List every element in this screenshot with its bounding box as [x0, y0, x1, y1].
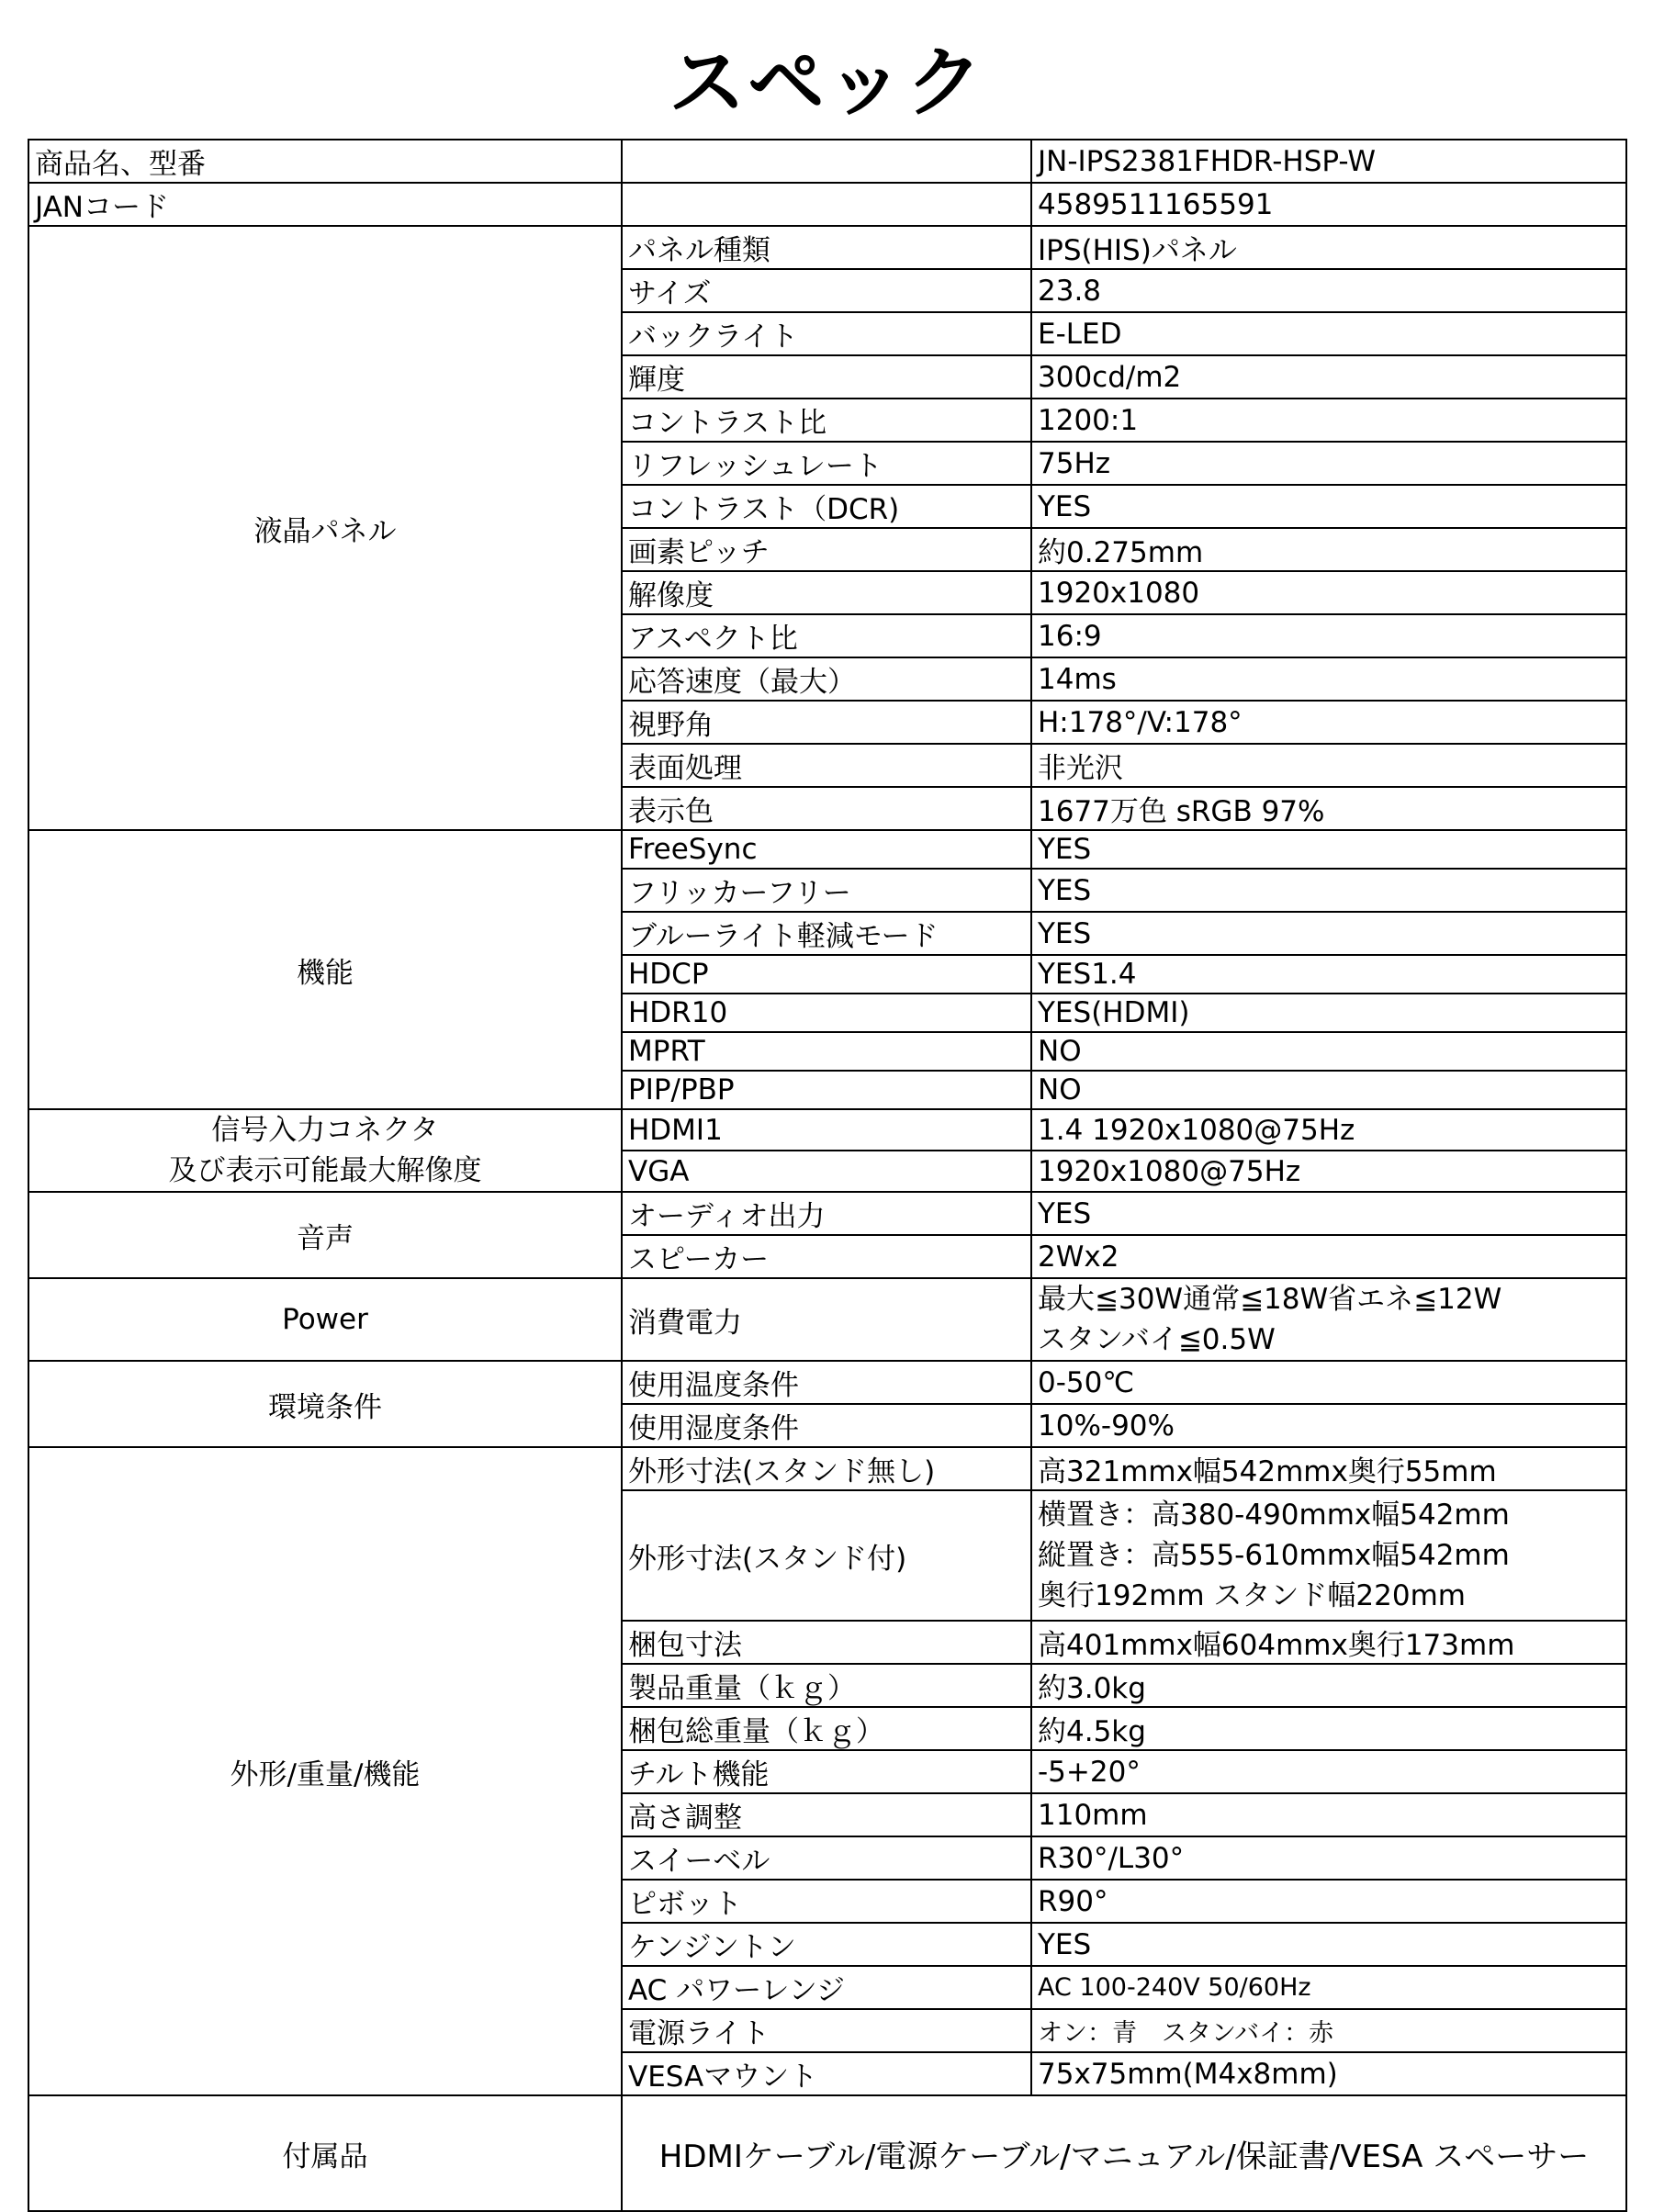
table-row-jan: [28, 183, 1626, 226]
spec-label: チルト機能: [622, 1750, 1031, 1793]
spec-value-line: NO: [1038, 1073, 1082, 1106]
spec-value-line: 300cd/m2: [1038, 360, 1182, 394]
spec-label: 使用湿度条件: [622, 1404, 1031, 1447]
spec-value-line: YES: [1038, 489, 1092, 523]
spec-value-line: 23.8: [1038, 274, 1102, 308]
jan-value: 4589511165591: [1031, 183, 1626, 226]
spec-value-line: 75Hz: [1038, 446, 1111, 480]
spec-value: [1031, 1151, 1626, 1192]
table-row: [28, 1278, 1626, 1361]
spec-value: [1031, 1447, 1626, 1490]
category-cell: [28, 1361, 622, 1447]
spec-label: VESAマウント: [622, 2052, 1031, 2095]
spec-value-line: 110mm: [1038, 1798, 1148, 1832]
spec-label: 高さ調整: [622, 1793, 1031, 1836]
spec-value-line: YES: [1038, 1927, 1092, 1961]
spec-value: [1031, 1278, 1626, 1361]
spec-label: 外形寸法(スタンド付): [622, 1490, 1031, 1621]
spec-value-line: 0-50℃: [1038, 1365, 1135, 1399]
spec-value-line: YES: [1038, 833, 1092, 866]
spec-value: [1031, 399, 1626, 442]
category-label: 液晶パネル: [253, 514, 397, 548]
spec-value: [1031, 1966, 1626, 2009]
table-row: [28, 1447, 1626, 1490]
spec-label: スイーベル: [622, 1836, 1031, 1880]
spec-value-line: オン：青 スタンバイ：赤: [1038, 2019, 1334, 2048]
spec-value-line: 最大≦30W通常≦18W省エネ≦12W: [1038, 1283, 1502, 1316]
spec-value: [1031, 1032, 1626, 1071]
spec-value-line: 1.4 1920x1080@75Hz: [1038, 1113, 1355, 1147]
category-label: 機能: [297, 956, 354, 990]
accessories-value: HDMIケーブル/電源ケーブル/マニュアル/保証書/VESA スペーサー: [622, 2095, 1626, 2211]
spec-value-line: 約4.5kg: [1038, 1715, 1146, 1748]
table-row-accessories: [28, 2095, 1626, 2211]
spec-value: [1031, 1235, 1626, 1278]
spec-label: PIP/PBP: [622, 1071, 1031, 1109]
spec-label: HDCP: [622, 955, 1031, 994]
spec-value-line: YES: [1038, 873, 1092, 907]
spec-label: リフレッシュレート: [622, 442, 1031, 485]
spec-value: [1031, 442, 1626, 485]
category-label: 信号入力コネクタ: [211, 1114, 439, 1147]
spec-value: [1031, 1923, 1626, 1966]
category-cell: [28, 1278, 622, 1361]
spec-label: サイズ: [622, 269, 1031, 312]
spec-value: [1031, 571, 1626, 614]
table-row: [28, 1192, 1626, 1235]
spec-value-line: 約0.275mm: [1038, 536, 1204, 569]
table-row: [28, 1109, 1626, 1151]
spec-label: オーディオ出力: [622, 1192, 1031, 1235]
spec-value-line: YES: [1038, 916, 1092, 950]
accessories-label: 付属品: [28, 2095, 622, 2211]
jan-label: JANコード: [28, 183, 622, 226]
spec-label: 表示色: [622, 787, 1031, 830]
spec-label: 使用温度条件: [622, 1361, 1031, 1404]
spec-value-line: NO: [1038, 1035, 1082, 1068]
spec-value: [1031, 1621, 1626, 1664]
model-value: JN-IPS2381FHDR-HSP-W: [1031, 140, 1626, 183]
spec-value-line: 高321mmx幅542mmx奥行55mm: [1038, 1455, 1497, 1488]
spec-value-line: 横置き：高380-490mmx幅542mm: [1038, 1499, 1510, 1532]
spec-value: [1031, 2009, 1626, 2052]
category-label: 音声: [297, 1221, 354, 1255]
spec-value: [1031, 1192, 1626, 1235]
spec-label: 消費電力: [622, 1278, 1031, 1361]
spec-value-line: IPS(HIS)パネル: [1038, 234, 1237, 267]
spec-value: [1031, 1793, 1626, 1836]
spec-value: [1031, 2052, 1626, 2095]
spec-label: HDR10: [622, 994, 1031, 1032]
spec-label: MPRT: [622, 1032, 1031, 1071]
spec-label: コントラスト比: [622, 399, 1031, 442]
spec-value: [1031, 701, 1626, 744]
spec-label: 表面処理: [622, 744, 1031, 787]
spec-value: [1031, 355, 1626, 399]
spec-value-line: 高401mmx幅604mmx奥行173mm: [1038, 1629, 1515, 1662]
spec-value-line: 1200:1: [1038, 403, 1139, 437]
spec-value: [1031, 528, 1626, 571]
spec-value: [1031, 912, 1626, 955]
spec-value: [1031, 485, 1626, 528]
spec-label: 梱包寸法: [622, 1621, 1031, 1664]
category-cell: [28, 830, 622, 1109]
spec-label: スピーカー: [622, 1235, 1031, 1278]
spec-label: HDMI1: [622, 1109, 1031, 1151]
category-label: Power: [282, 1303, 368, 1336]
spec-label: 視野角: [622, 701, 1031, 744]
table-row-model: [28, 140, 1626, 183]
spec-label: 輝度: [622, 355, 1031, 399]
spec-value-line: YES(HDMI): [1038, 996, 1190, 1029]
model-label: 商品名、型番: [28, 140, 622, 183]
spec-value-line: YES1.4: [1038, 958, 1137, 991]
spec-value-line: AC 100-240V 50/60Hz: [1038, 1973, 1311, 2002]
spec-value: [1031, 955, 1626, 994]
spec-value-line: 1920x1080@75Hz: [1038, 1154, 1301, 1188]
spec-label: 解像度: [622, 571, 1031, 614]
table-row: [28, 226, 1626, 269]
spec-value: [1031, 1109, 1626, 1151]
spec-value: [1031, 1880, 1626, 1923]
spec-value-line: H:178°/V:178°: [1038, 705, 1243, 739]
spec-value: [1031, 657, 1626, 701]
spec-value: [1031, 744, 1626, 787]
spec-label: AC パワーレンジ: [622, 1966, 1031, 2009]
spec-value: [1031, 1361, 1626, 1404]
spec-value: [1031, 1750, 1626, 1793]
spec-value: [1031, 787, 1626, 830]
spec-label: 電源ライト: [622, 2009, 1031, 2052]
page-title: スペック: [668, 38, 984, 128]
spec-value: [1031, 994, 1626, 1032]
spec-value-line: R30°/L30°: [1038, 1841, 1185, 1875]
spec-value: [1031, 226, 1626, 269]
category-cell: [28, 1447, 622, 2095]
spec-value-line: -5+20°: [1038, 1755, 1141, 1789]
jan-sub: [622, 183, 1031, 226]
spec-value: [1031, 269, 1626, 312]
spec-value-line: R90°: [1038, 1884, 1108, 1918]
spec-value: [1031, 1664, 1626, 1707]
spec-value-line: 2Wx2: [1038, 1240, 1119, 1274]
spec-label: 梱包総重量（ｋｇ）: [622, 1707, 1031, 1750]
spec-value-line: YES: [1038, 1196, 1092, 1230]
spec-value: [1031, 1836, 1626, 1880]
spec-label: パネル種類: [622, 226, 1031, 269]
spec-value: [1031, 312, 1626, 355]
spec-label: 外形寸法(スタンド無し): [622, 1447, 1031, 1490]
model-sub: [622, 140, 1031, 183]
category-cell: [28, 226, 622, 830]
spec-value-line: 約3.0kg: [1038, 1672, 1146, 1705]
spec-value-line: 14ms: [1038, 662, 1117, 696]
spec-label: ピボット: [622, 1880, 1031, 1923]
spec-label: VGA: [622, 1151, 1031, 1192]
category-label: 外形/重量/機能: [230, 1757, 421, 1791]
spec-value-line: 縦置き：高555-610mmx幅542mm: [1038, 1539, 1510, 1572]
spec-value-line: 10%-90%: [1038, 1409, 1175, 1443]
spec-label: バックライト: [622, 312, 1031, 355]
spec-value: [1031, 830, 1626, 869]
spec-value-line: 非光沢: [1038, 752, 1123, 785]
category-label: 及び表示可能最大解像度: [168, 1154, 482, 1187]
spec-value-line: 1677万色 sRGB 97%: [1038, 795, 1325, 828]
spec-label: コントラスト（DCR): [622, 485, 1031, 528]
spec-value: [1031, 1404, 1626, 1447]
spec-label: 製品重量（ｋｇ）: [622, 1664, 1031, 1707]
category-cell: [28, 1192, 622, 1278]
spec-label: FreeSync: [622, 830, 1031, 869]
spec-label: 応答速度（最大）: [622, 657, 1031, 701]
spec-value: [1031, 1490, 1626, 1621]
spec-value-line: 16:9: [1038, 619, 1102, 653]
spec-value: [1031, 1707, 1626, 1750]
spec-label: ケンジントン: [622, 1923, 1031, 1966]
spec-value-line: スタンバイ≦0.5W: [1038, 1323, 1276, 1356]
spec-value-line: 1920x1080: [1038, 576, 1200, 610]
spec-label: 画素ピッチ: [622, 528, 1031, 571]
spec-value: [1031, 614, 1626, 657]
spec-value-line: 奥行192mm スタンド幅220mm: [1038, 1579, 1466, 1612]
table-row: [28, 830, 1626, 869]
category-label: 環境条件: [268, 1390, 382, 1424]
spec-value-line: E-LED: [1038, 317, 1122, 351]
spec-table: [28, 139, 1627, 2212]
spec-label: ブルーライト軽減モード: [622, 912, 1031, 955]
spec-value: [1031, 1071, 1626, 1109]
category-cell: [28, 1109, 622, 1192]
table-row: [28, 1361, 1626, 1404]
spec-label: フリッカーフリー: [622, 869, 1031, 912]
spec-label: アスペクト比: [622, 614, 1031, 657]
spec-value: [1031, 869, 1626, 912]
spec-value-line: 75x75mm(M4x8mm): [1038, 2057, 1338, 2091]
